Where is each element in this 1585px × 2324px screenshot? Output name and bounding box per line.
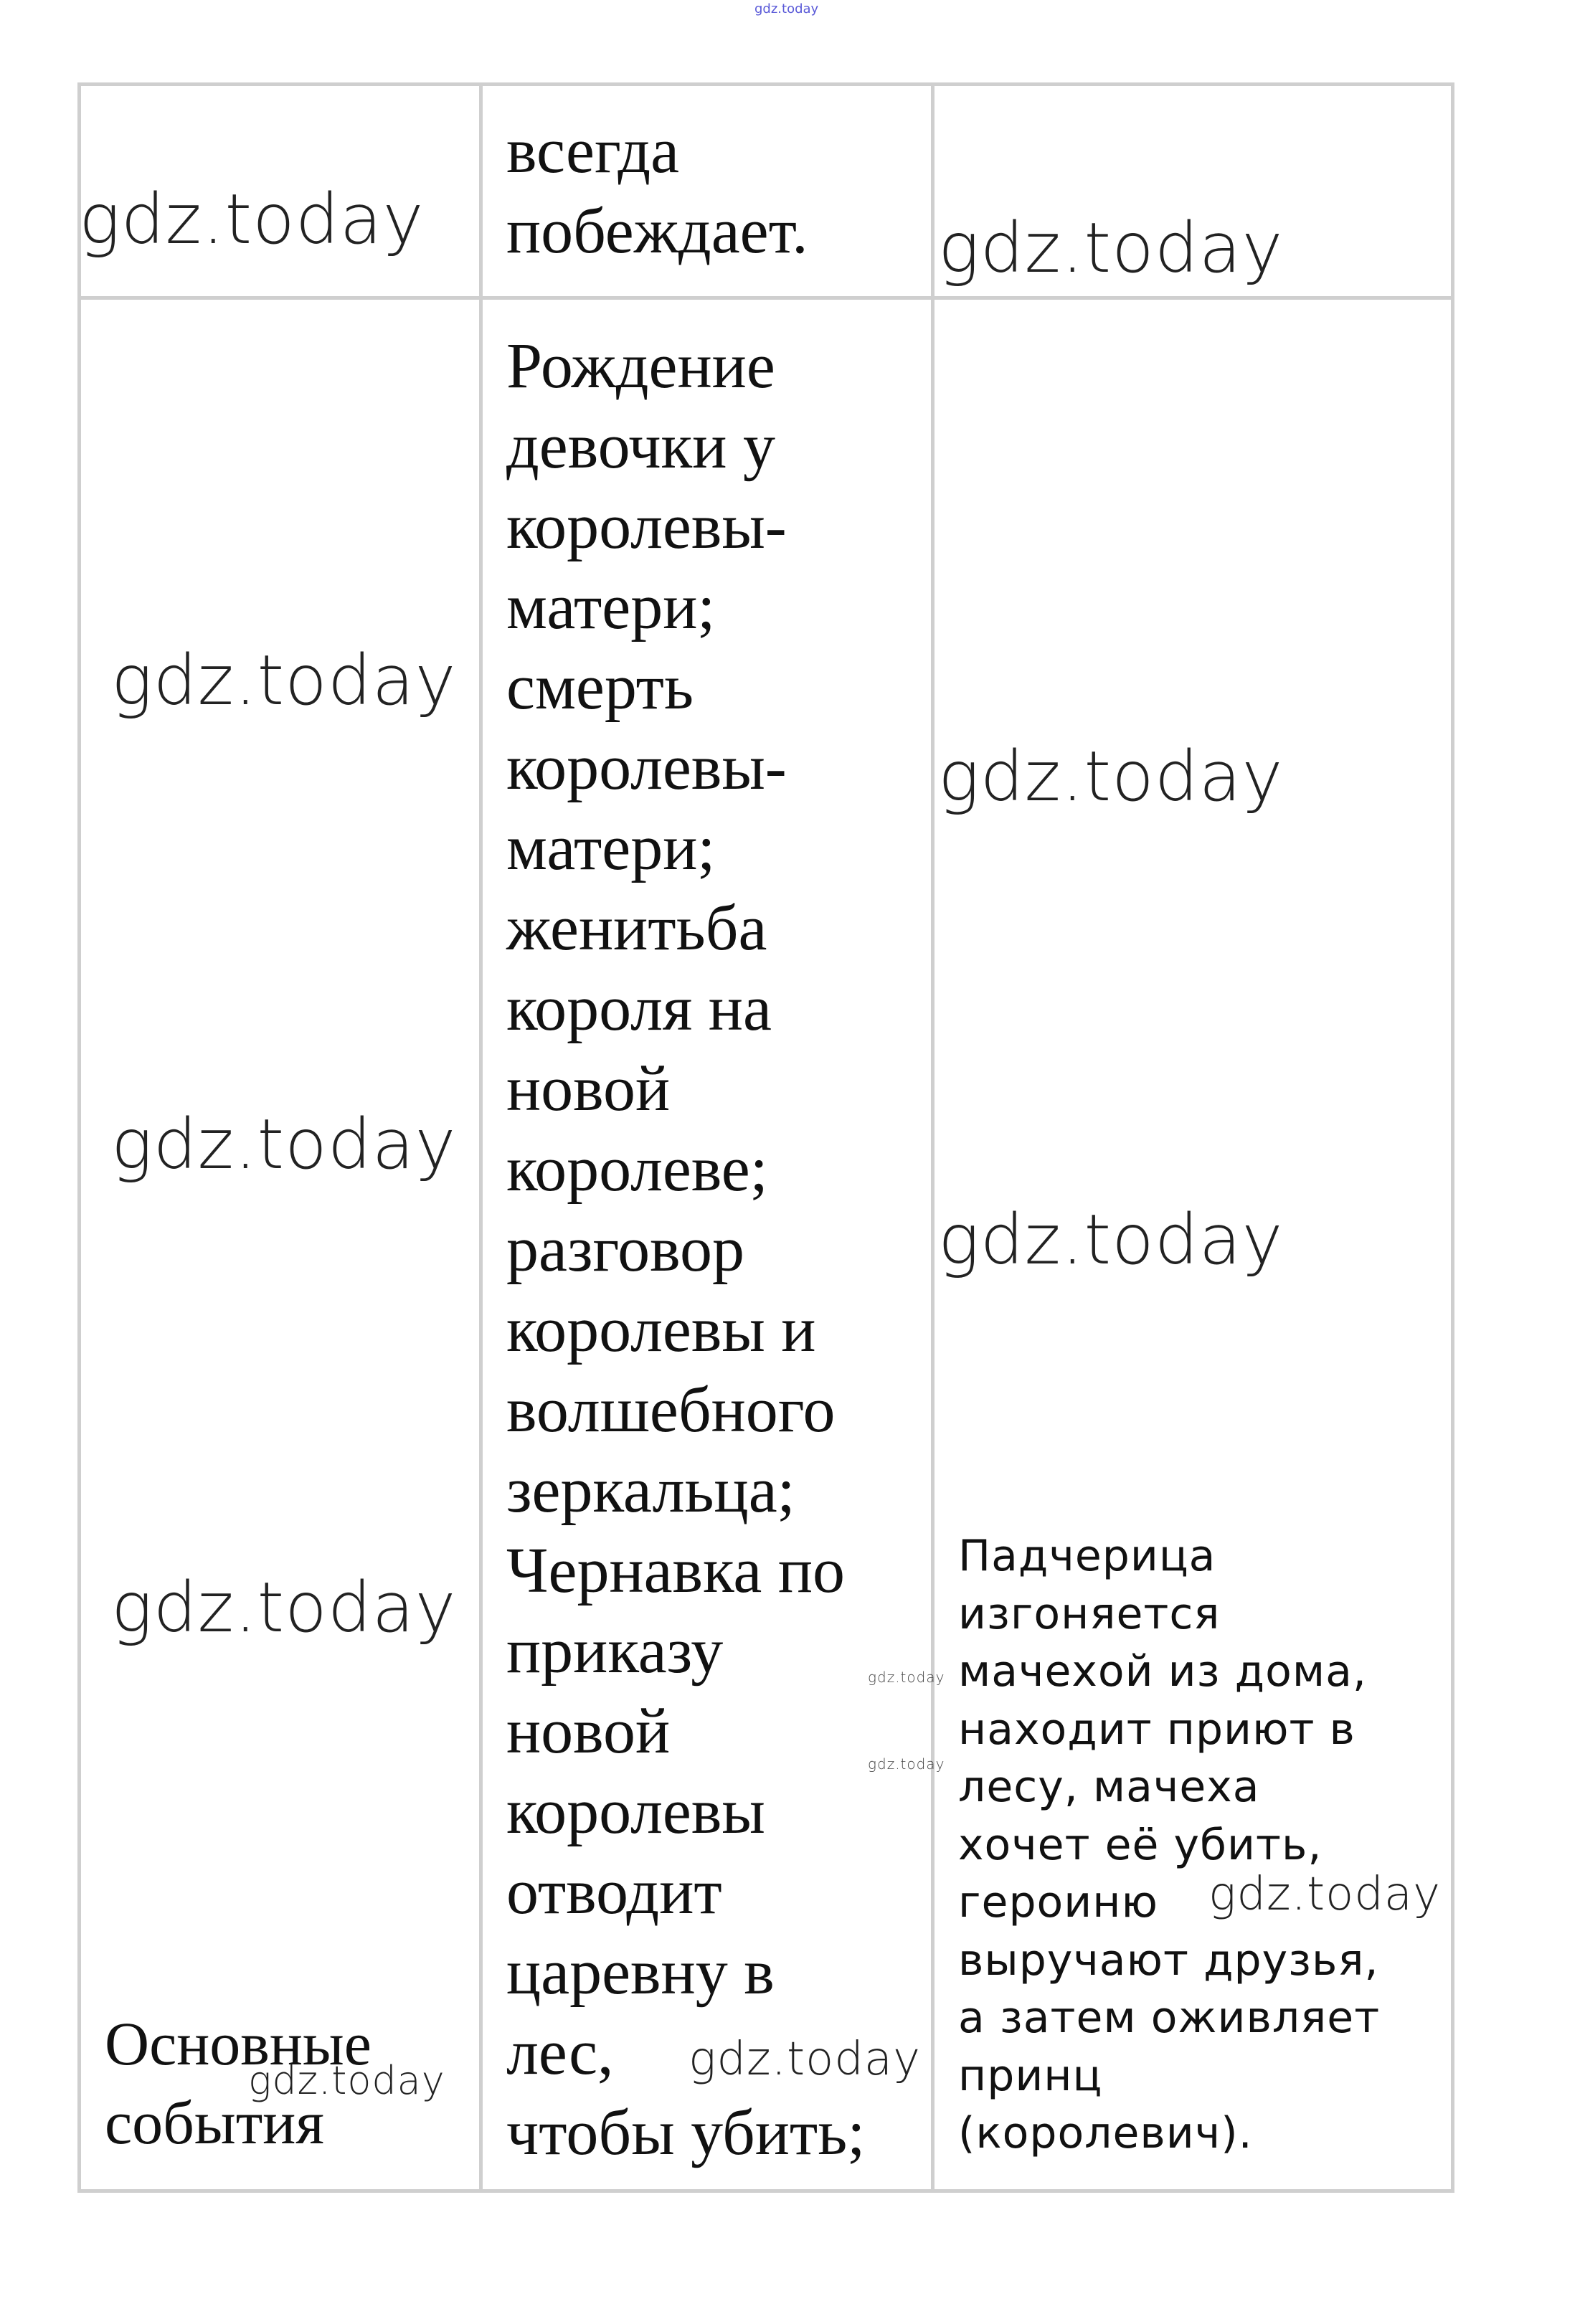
table-column-divider-2 [931, 82, 935, 2193]
table-column-divider-1 [479, 82, 483, 2193]
watermark-row2-right-1: gdz.today [938, 736, 1284, 817]
table-border-top [77, 82, 1454, 86]
watermark-row2-left-3: gdz.today [111, 1567, 457, 1648]
row2-right-text: Падчерица изгоняется мачехой из дома, находит приют в лесу, мачеха хочет её убить, героиню выручают друзья, а затем оживляет принц (королевич). [958, 1531, 1381, 2158]
row2-middle-text: Рождение девочки у королевы- матери; смерть королевы- матери; женитьба короля на новой королеве; разговор королевы и волшебного зеркальца; Чернавка по приказу новой королевы отводит царевну в лес, чтобы убить; [506, 331, 866, 2168]
table-row-divider [77, 296, 1454, 300]
table-border-bottom [77, 2189, 1454, 2193]
watermark-row2-middle-bottom: gdz.today [689, 2033, 921, 2086]
row1-middle-text: всегда побеждает. [506, 115, 808, 267]
table-border-right [1451, 82, 1454, 2193]
watermark-row2-left-1: gdz.today [111, 640, 457, 721]
watermark-row2-right-overlay: gdz.today [1208, 1868, 1441, 1921]
watermark-row2-right-2: gdz.today [938, 1200, 1284, 1280]
watermark-header: gdz.today [754, 1, 819, 16]
watermark-row2-label-overlay: gdz.today [248, 2058, 445, 2103]
watermark-row2-tiny-2: gdz.today [868, 1755, 945, 1773]
table-border-left [77, 82, 81, 2193]
watermark-row2-tiny-1: gdz.today [868, 1669, 945, 1686]
row2-label: Основные события [105, 2009, 372, 2157]
watermark-row1-left: gdz.today [79, 179, 425, 260]
watermark-row2-left-2: gdz.today [111, 1104, 457, 1185]
watermark-row1-right: gdz.today [938, 208, 1284, 288]
